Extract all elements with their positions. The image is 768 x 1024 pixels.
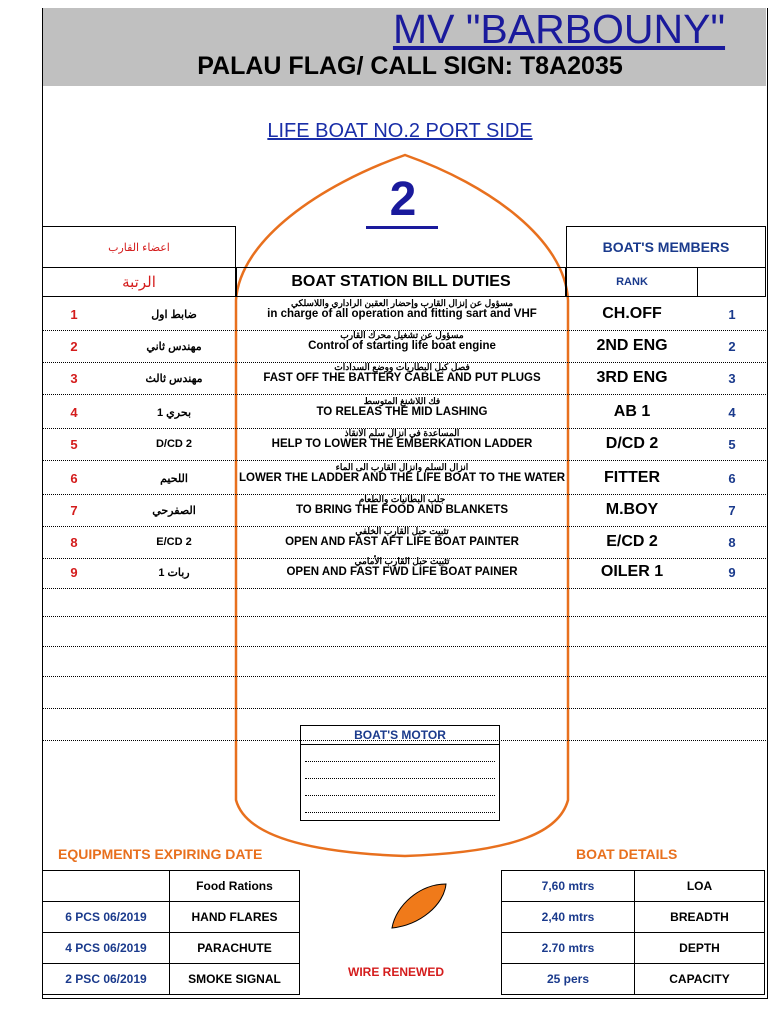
- row-english-duty: HELP TO LOWER THE EMBERKATION LADDER: [271, 438, 533, 451]
- member-row: [42, 428, 766, 461]
- member-row: [42, 362, 766, 395]
- duties-header: BOAT STATION BILL DUTIES: [236, 267, 566, 297]
- equipment-date: 6 PCS 06/2019: [43, 902, 170, 933]
- row-number-right: 4: [728, 404, 736, 420]
- row-number-left: 6: [70, 470, 78, 486]
- row-number-right: 5: [728, 436, 736, 452]
- row-english-duty: OPEN AND FAST AFT LIFE BOAT PAINTER: [285, 536, 519, 549]
- boats-motor-title: BOAT'S MOTOR: [301, 726, 499, 745]
- blank-row: [42, 680, 766, 709]
- row-number-right: 9: [728, 564, 736, 580]
- equipment-row: [43, 964, 300, 995]
- row-rank: FITTER: [604, 469, 660, 486]
- row-arabic-rank: ضابط اول: [151, 308, 197, 321]
- rank-header: RANK: [566, 267, 698, 297]
- row-duty: [238, 363, 566, 395]
- row-duty: [238, 397, 566, 429]
- detail-row: [502, 933, 765, 964]
- row-duty: [238, 331, 566, 363]
- row-number-left: 3: [70, 370, 78, 386]
- equipment-name: HAND FLARES: [170, 902, 300, 933]
- detail-name: LOA: [635, 871, 765, 902]
- equipment-name: SMOKE SIGNAL: [170, 964, 300, 995]
- row-duty: [238, 557, 566, 589]
- member-row: [42, 462, 766, 495]
- row-number-left: 9: [70, 564, 78, 580]
- wire-renewed: WIRE RENEWED: [348, 965, 444, 979]
- member-row: [42, 526, 766, 559]
- member-row: [42, 494, 766, 527]
- row-duty: [238, 299, 566, 331]
- boat-details-table: [501, 870, 765, 995]
- member-row: [42, 298, 766, 331]
- left-members-header: اعضاء القارب: [42, 226, 236, 268]
- row-english-duty: FAST OFF THE BATTERY CABLE AND PUT PLUGS: [263, 372, 541, 385]
- row-rank: 3RD ENG: [596, 369, 668, 386]
- boats-motor-box: [300, 725, 500, 821]
- row-arabic-duty: مسؤول عن إنزال القارب وإحضار العقبن الراداري واللاسلكي: [290, 298, 514, 308]
- row-english-duty: Control of starting life boat engine: [308, 340, 496, 353]
- equipments-table: [42, 870, 300, 995]
- detail-row: [502, 964, 765, 995]
- row-arabic-duty: مسؤول عن تشغيل محرك القارب: [340, 330, 464, 340]
- row-english-duty: OPEN AND FAST FWD LIFE BOAT PAINER: [286, 566, 518, 579]
- row-english-duty: TO BRING THE FOOD AND BLANKETS: [295, 504, 509, 517]
- member-row: [42, 396, 766, 429]
- row-arabic-rank: ربات 1: [158, 566, 190, 579]
- member-row: [42, 330, 766, 363]
- row-duty: [238, 527, 566, 559]
- row-number-left: 8: [70, 534, 78, 550]
- equipment-name: PARACHUTE: [170, 933, 300, 964]
- equipments-title: EQUIPMENTS EXPIRING DATE: [58, 846, 263, 862]
- row-arabic-rank: D/CD 2: [155, 438, 193, 450]
- equipment-name: Food Rations: [170, 871, 300, 902]
- row-arabic-rank: الصفرحي: [152, 504, 196, 517]
- row-arabic-duty: تثبيت حبل القارب الأمامي: [354, 556, 450, 566]
- row-arabic-rank: مهندس ثالث: [145, 372, 203, 385]
- detail-name: DEPTH: [635, 933, 765, 964]
- boat-details-title: BOAT DETAILS: [576, 846, 678, 862]
- row-rank: D/CD 2: [605, 435, 659, 452]
- equipment-row: [43, 933, 300, 964]
- detail-name: CAPACITY: [635, 964, 765, 995]
- row-arabic-duty: تثبيت حبل القارب الخلفي: [355, 526, 449, 536]
- boats-members-header: BOAT'S MEMBERS: [566, 226, 766, 268]
- lifeboat-title: LIFE BOAT NO.2 PORT SIDE: [267, 120, 533, 142]
- detail-name: BREADTH: [635, 902, 765, 933]
- equipment-date: 2 PSC 06/2019: [43, 964, 170, 995]
- row-rank: 2ND ENG: [596, 337, 668, 354]
- row-arabic-duty: جلب البطانيات والطعام: [358, 494, 446, 504]
- row-rank: M.BOY: [605, 501, 659, 518]
- boat-number-underline: [366, 226, 438, 229]
- detail-value: 2,40 mtrs: [502, 902, 635, 933]
- row-number-left: 4: [70, 404, 78, 420]
- row-number-left: 2: [70, 338, 78, 354]
- boat-number: 2: [389, 173, 417, 226]
- equipment-date: 4 PCS 06/2019: [43, 933, 170, 964]
- row-rank: E/CD 2: [606, 533, 658, 550]
- row-number-right: 3: [728, 370, 736, 386]
- row-arabic-rank: اللحيم: [160, 472, 188, 485]
- row-english-duty: TO RELEAS THE MID LASHING: [316, 406, 488, 419]
- row-duty: [238, 495, 566, 527]
- row-arabic-duty: المساعدة في انزال سلم الانقاذ: [344, 428, 460, 438]
- detail-value: 7,60 mtrs: [502, 871, 635, 902]
- row-arabic-duty: فصل كبل البطاريات ووضع السدادات: [334, 362, 470, 372]
- row-number-left: 5: [70, 436, 78, 452]
- detail-row: [502, 902, 765, 933]
- blank-row: [42, 588, 766, 617]
- blank-row: [42, 618, 766, 647]
- row-rank: CH.OFF: [602, 305, 662, 322]
- blank-row: [42, 648, 766, 677]
- detail-value: 2.70 mtrs: [502, 933, 635, 964]
- row-number-left: 7: [70, 502, 78, 518]
- row-number-right: 1: [728, 306, 736, 322]
- detail-value: 25 pers: [502, 964, 635, 995]
- ship-name: MV "BARBOUNY": [392, 6, 726, 52]
- row-arabic-rank: E/CD 2: [156, 536, 192, 548]
- row-english-duty: in charge of all operation and fitting sart and VHF: [267, 308, 537, 321]
- rank-header-blank: [697, 267, 766, 297]
- row-arabic-duty: فك اللاشنغ المتوسط: [363, 396, 441, 406]
- row-arabic-rank: مهندس ثاني: [146, 340, 202, 353]
- equipment-row: [43, 902, 300, 933]
- equipment-date: [43, 871, 170, 902]
- row-duty: [238, 463, 566, 495]
- equipment-row: [43, 871, 300, 902]
- member-row: [42, 556, 766, 589]
- flag-callsign: PALAU FLAG/ CALL SIGN: T8A2035: [197, 52, 623, 80]
- row-number-right: 2: [728, 338, 736, 354]
- row-number-right: 6: [728, 470, 736, 486]
- row-rank: OILER 1: [600, 563, 664, 580]
- row-number-left: 1: [70, 306, 78, 322]
- wire-renewed-icon: [392, 884, 446, 928]
- row-number-right: 7: [728, 502, 736, 518]
- row-arabic-rank: بحري 1: [156, 406, 192, 419]
- row-arabic-duty: انزال السلم وانزال القارب الى الماء: [335, 462, 469, 472]
- detail-row: [502, 871, 765, 902]
- left-rank-header: الرتبة: [42, 267, 236, 297]
- row-number-right: 8: [728, 534, 736, 550]
- row-duty: [238, 429, 566, 461]
- row-rank: AB 1: [613, 403, 651, 420]
- row-english-duty: LOWER THE LADDER AND THE LIFE BOAT TO THE WATER: [238, 472, 566, 485]
